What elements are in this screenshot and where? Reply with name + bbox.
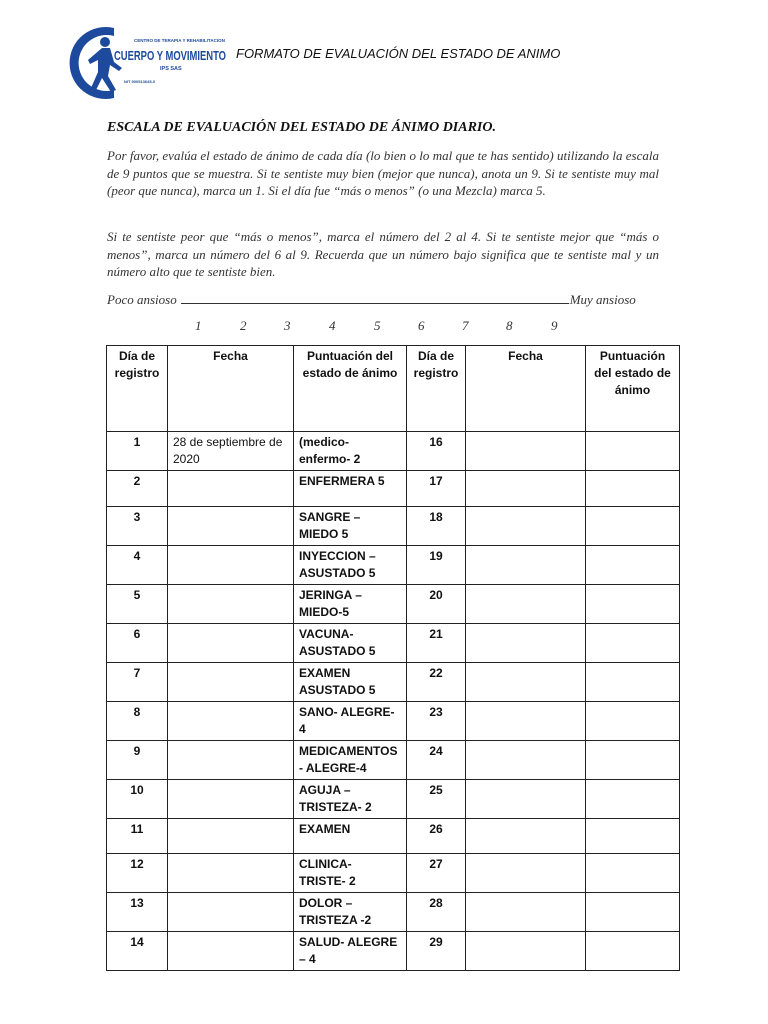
date-cell [466, 818, 586, 854]
column-header-score: Puntuación del estado de ánimo [586, 346, 680, 432]
date-cell [466, 471, 586, 507]
day-cell: 27 [407, 854, 466, 893]
day-cell: 14 [107, 932, 168, 971]
anxiety-scale-line [181, 291, 569, 304]
score-cell [586, 818, 680, 854]
date-cell [466, 584, 586, 623]
header-title: FORMATO DE EVALUACIÓN DEL ESTADO DE ANIMO [236, 46, 561, 61]
anxiety-high-label: Muy ansioso [569, 292, 636, 307]
scale-number: 4 [329, 318, 336, 333]
day-cell: 26 [407, 818, 466, 854]
day-cell: 25 [407, 779, 466, 818]
score-cell: SALUD- ALEGRE – 4 [294, 932, 407, 971]
table-row [107, 779, 680, 818]
logo-text-line1: CENTRO DE TERAPIA Y REHABILITACION [134, 38, 225, 43]
date-cell [466, 701, 586, 740]
document-title: ESCALA DE EVALUACIÓN DEL ESTADO DE ÁNIMO DIARIO. [107, 120, 496, 135]
scale-number: 1 [195, 318, 202, 333]
scale-number: 7 [462, 318, 469, 333]
day-cell: 5 [107, 584, 168, 623]
day-cell: 12 [107, 854, 168, 893]
date-cell [466, 854, 586, 893]
table-row [107, 471, 680, 507]
logo-text-line4: NIT 900513645-0 [124, 79, 156, 84]
date-cell [466, 432, 586, 471]
score-cell: SANGRE – MIEDO 5 [294, 506, 407, 545]
day-cell: 3 [107, 506, 168, 545]
date-cell [168, 740, 294, 779]
table-header-row [107, 346, 680, 432]
scale-number: 8 [506, 318, 513, 333]
day-cell: 9 [107, 740, 168, 779]
score-cell [586, 623, 680, 662]
score-cell: CLINICA- TRISTE- 2 [294, 854, 407, 893]
date-cell [168, 932, 294, 971]
date-cell [168, 623, 294, 662]
instructions-paragraph-1: Por favor, evalúa el estado de ánimo de cada día (lo bien o lo mal que te has sentido) utilizando la escala de 9 puntos que se muestra. Si te sentiste muy bien (mejor que nunca), anota un 9. Si te sentiste muy mal (peor que nunca), marca un 1. Si el día fue “más o menos” (o una Mezcla) marca 5. [107, 148, 659, 198]
column-header-day: Día de registro [407, 346, 466, 432]
day-cell: 20 [407, 584, 466, 623]
score-cell: ENFERMERA 5 [294, 471, 407, 507]
column-header-date: Fecha [466, 346, 586, 432]
day-cell: 19 [407, 545, 466, 584]
day-cell: 23 [407, 701, 466, 740]
score-cell: INYECCION – ASUSTADO 5 [294, 545, 407, 584]
score-cell: MEDICAMENTOS - ALEGRE-4 [294, 740, 407, 779]
anxiety-scale [107, 291, 667, 308]
scale-number: 3 [284, 318, 291, 333]
date-cell [466, 506, 586, 545]
date-cell [168, 854, 294, 893]
anxiety-low-label: Poco ansioso [107, 292, 177, 307]
date-cell [466, 779, 586, 818]
table-body [107, 432, 680, 971]
day-cell: 8 [107, 701, 168, 740]
score-cell: SANO- ALEGRE-4 [294, 701, 407, 740]
date-cell [168, 893, 294, 932]
score-cell [586, 854, 680, 893]
date-cell [466, 932, 586, 971]
scale-number: 2 [240, 318, 247, 333]
day-cell: 6 [107, 623, 168, 662]
score-cell: DOLOR – TRISTEZA -2 [294, 893, 407, 932]
date-cell [168, 545, 294, 584]
clinic-logo [74, 24, 234, 102]
table-row [107, 506, 680, 545]
table-row [107, 584, 680, 623]
score-cell [586, 893, 680, 932]
day-cell: 28 [407, 893, 466, 932]
logo-figure-head [100, 37, 110, 47]
date-cell [168, 701, 294, 740]
score-cell [586, 662, 680, 701]
scale-number: 5 [374, 318, 381, 333]
date-cell [168, 584, 294, 623]
score-cell [586, 740, 680, 779]
score-cell: VACUNA- ASUSTADO 5 [294, 623, 407, 662]
day-cell: 4 [107, 545, 168, 584]
table-row [107, 740, 680, 779]
day-cell: 29 [407, 932, 466, 971]
score-cell: EXAMEN ASUSTADO 5 [294, 662, 407, 701]
date-cell [168, 506, 294, 545]
day-cell: 17 [407, 471, 466, 507]
score-cell [586, 584, 680, 623]
table-row [107, 701, 680, 740]
date-cell [466, 893, 586, 932]
score-cell [586, 506, 680, 545]
table-row [107, 662, 680, 701]
date-cell [466, 545, 586, 584]
table-row [107, 545, 680, 584]
table-row [107, 432, 680, 471]
day-cell: 16 [407, 432, 466, 471]
date-cell [466, 740, 586, 779]
table-row [107, 818, 680, 854]
table-row [107, 623, 680, 662]
date-cell [168, 662, 294, 701]
day-cell: 1 [107, 432, 168, 471]
score-cell [586, 545, 680, 584]
table-row [107, 932, 680, 971]
day-cell: 13 [107, 893, 168, 932]
date-cell: 28 de septiembre de 2020 [168, 432, 294, 471]
score-cell: AGUJA – TRISTEZA- 2 [294, 779, 407, 818]
column-header-date: Fecha [168, 346, 294, 432]
table-row [107, 854, 680, 893]
column-header-score: Puntuación del estado de ánimo [294, 346, 407, 432]
day-cell: 18 [407, 506, 466, 545]
day-cell: 22 [407, 662, 466, 701]
table-row [107, 893, 680, 932]
date-cell [466, 662, 586, 701]
scale-number: 6 [418, 318, 425, 333]
score-cell [586, 432, 680, 471]
date-cell [168, 471, 294, 507]
score-cell [586, 701, 680, 740]
score-cell: (medico- enfermo- 2 [294, 432, 407, 471]
day-cell: 24 [407, 740, 466, 779]
score-cell [586, 779, 680, 818]
date-cell [466, 623, 586, 662]
scale-number: 9 [551, 318, 558, 333]
date-cell [168, 818, 294, 854]
instructions-paragraph-2: Si te sentiste peor que “más o menos”, marca el número del 2 al 4. Si te sentiste mejor que “más o menos”, marca un número del 6 al 9. Recuerda que un número bajo significa que te sentiste mal y un número alto que te sentiste bien. [107, 229, 659, 279]
score-cell: EXAMEN [294, 818, 407, 854]
score-cell [586, 471, 680, 507]
logo-text-line3: IPS SAS [160, 66, 182, 72]
day-cell: 11 [107, 818, 168, 854]
score-cell [586, 932, 680, 971]
mood-record-table [106, 345, 680, 971]
logo-text-line2: CUERPO Y MOVIMIENTO [114, 48, 226, 63]
column-header-day: Día de registro [107, 346, 168, 432]
date-cell [168, 779, 294, 818]
day-cell: 10 [107, 779, 168, 818]
day-cell: 7 [107, 662, 168, 701]
score-cell: JERINGA – MIEDO-5 [294, 584, 407, 623]
day-cell: 2 [107, 471, 168, 507]
day-cell: 21 [407, 623, 466, 662]
